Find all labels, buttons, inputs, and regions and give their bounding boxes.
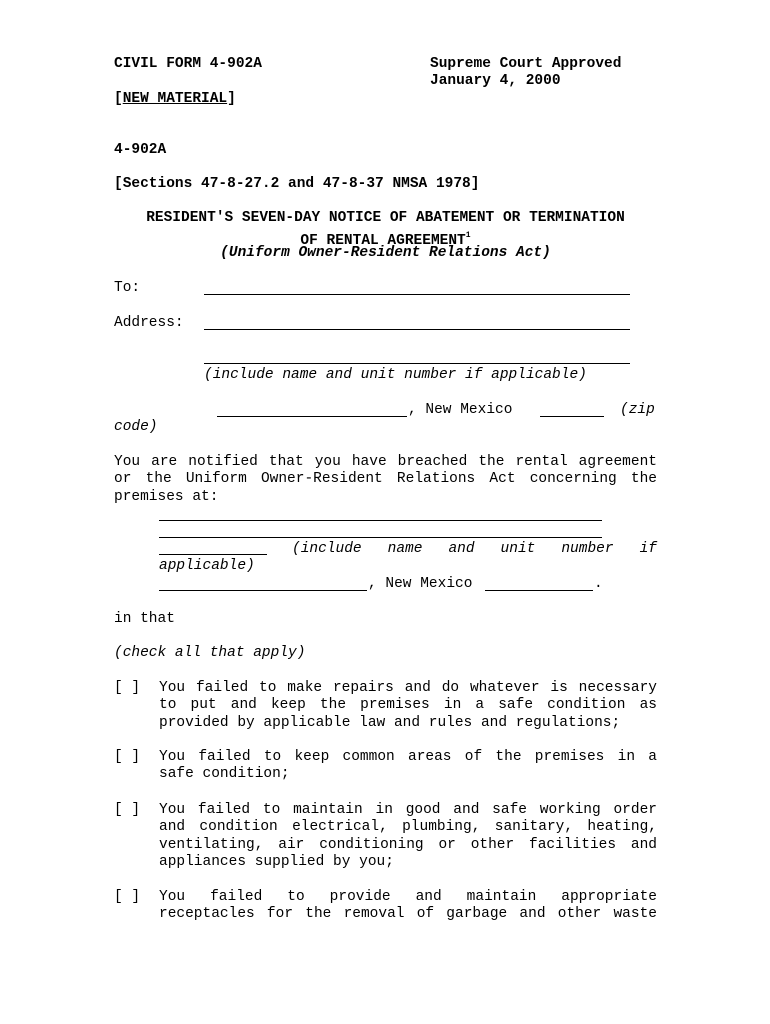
premises-word: number: [561, 541, 614, 557]
item-line: You failed to keep common areas of the premises in a: [159, 749, 657, 765]
address-label: Address:: [114, 315, 184, 331]
zip-note-b: code): [114, 419, 158, 435]
checkbox-2[interactable]: [ ]: [114, 749, 141, 765]
premises-line-3[interactable]: [159, 554, 267, 555]
approval-label: Supreme Court Approved: [430, 56, 622, 72]
material-label: NEW MATERIAL: [122, 91, 228, 107]
title-line-2-text: OF RENTAL AGREEMENT: [300, 232, 466, 249]
zip-field-line[interactable]: [540, 416, 604, 417]
rule-number: 4-902A: [114, 142, 167, 158]
premises-line-2[interactable]: [159, 537, 602, 538]
form-id: CIVIL FORM 4-902A: [114, 56, 262, 72]
breach-item-3: [159, 802, 657, 872]
premises-period: .: [594, 576, 603, 592]
premises-word: (include: [292, 541, 362, 557]
address-field-line-1[interactable]: [204, 329, 630, 330]
in-that: in that: [114, 611, 175, 627]
checkbox-4[interactable]: [ ]: [114, 889, 141, 905]
city-field-line[interactable]: [217, 416, 407, 417]
act-subtitle: (Uniform Owner-Resident Relations Act): [220, 245, 551, 261]
footnote-mark: 1: [465, 231, 471, 240]
material-tag: [114, 91, 236, 108]
approval-date: January 4, 2000: [430, 73, 561, 89]
breach-item-1: [159, 680, 657, 732]
statute-sections: [Sections 47-8-27.2 and 47-8-37 NMSA 1978]: [114, 176, 480, 192]
check-all-note: (check all that apply): [114, 645, 306, 661]
address-include-note: (include name and unit number if applicable): [204, 367, 587, 383]
title-line-1: RESIDENT'S SEVEN-DAY NOTICE OF ABATEMENT OR TERMINATION: [146, 210, 625, 226]
checkbox-3[interactable]: [ ]: [114, 802, 141, 818]
item-line: receptacles for the removal of garbage and other waste: [159, 906, 657, 923]
checkbox-1[interactable]: [ ]: [114, 680, 141, 696]
premises-word: name: [387, 541, 423, 557]
item-line: You failed to provide and maintain appropriate: [159, 889, 657, 905]
premises-city-line[interactable]: [159, 590, 367, 591]
breach-item-2: [159, 749, 657, 784]
item-line: You failed to maintain in good and safe working order: [159, 802, 657, 818]
item-line: and condition electrical, plumbing, sanitary, heating,: [159, 819, 657, 836]
address-field-line-2[interactable]: [204, 363, 630, 364]
premises-line-1[interactable]: [159, 520, 602, 521]
premises-zip-line[interactable]: [485, 590, 593, 591]
material-open: [: [114, 91, 123, 107]
item-line: to put and keep the premises in a safe condition as: [159, 697, 657, 714]
item-line: safe condition;: [159, 766, 290, 783]
to-label: To:: [114, 280, 141, 296]
premises-word: and: [448, 541, 475, 557]
notice-line-1: You are notified that you have breached the rental agreement: [114, 454, 657, 470]
new-mexico-label: , New Mexico: [408, 402, 513, 418]
zip-note-a: (zip: [620, 402, 655, 418]
notice-line-3: premises at:: [114, 489, 219, 505]
to-field-line[interactable]: [204, 294, 630, 295]
premises-new-mexico: , New Mexico: [368, 576, 473, 592]
premises-word: if: [639, 541, 657, 557]
item-line: provided by applicable law and rules and regulations;: [159, 714, 621, 731]
premises-include-note: [292, 541, 657, 558]
notice-line-2: or the Uniform Owner-Resident Relations Act concerning the: [114, 471, 657, 487]
premises-word: unit: [500, 541, 536, 557]
item-line: You failed to make repairs and do whatever is necessary: [159, 680, 657, 696]
material-close: ]: [227, 91, 236, 107]
item-line: appliances supplied by you;: [159, 854, 394, 871]
premises-applicable: applicable): [159, 558, 255, 574]
item-line: ventilating, air conditioning or other facilities and: [159, 836, 657, 853]
breach-item-4: [159, 889, 657, 924]
